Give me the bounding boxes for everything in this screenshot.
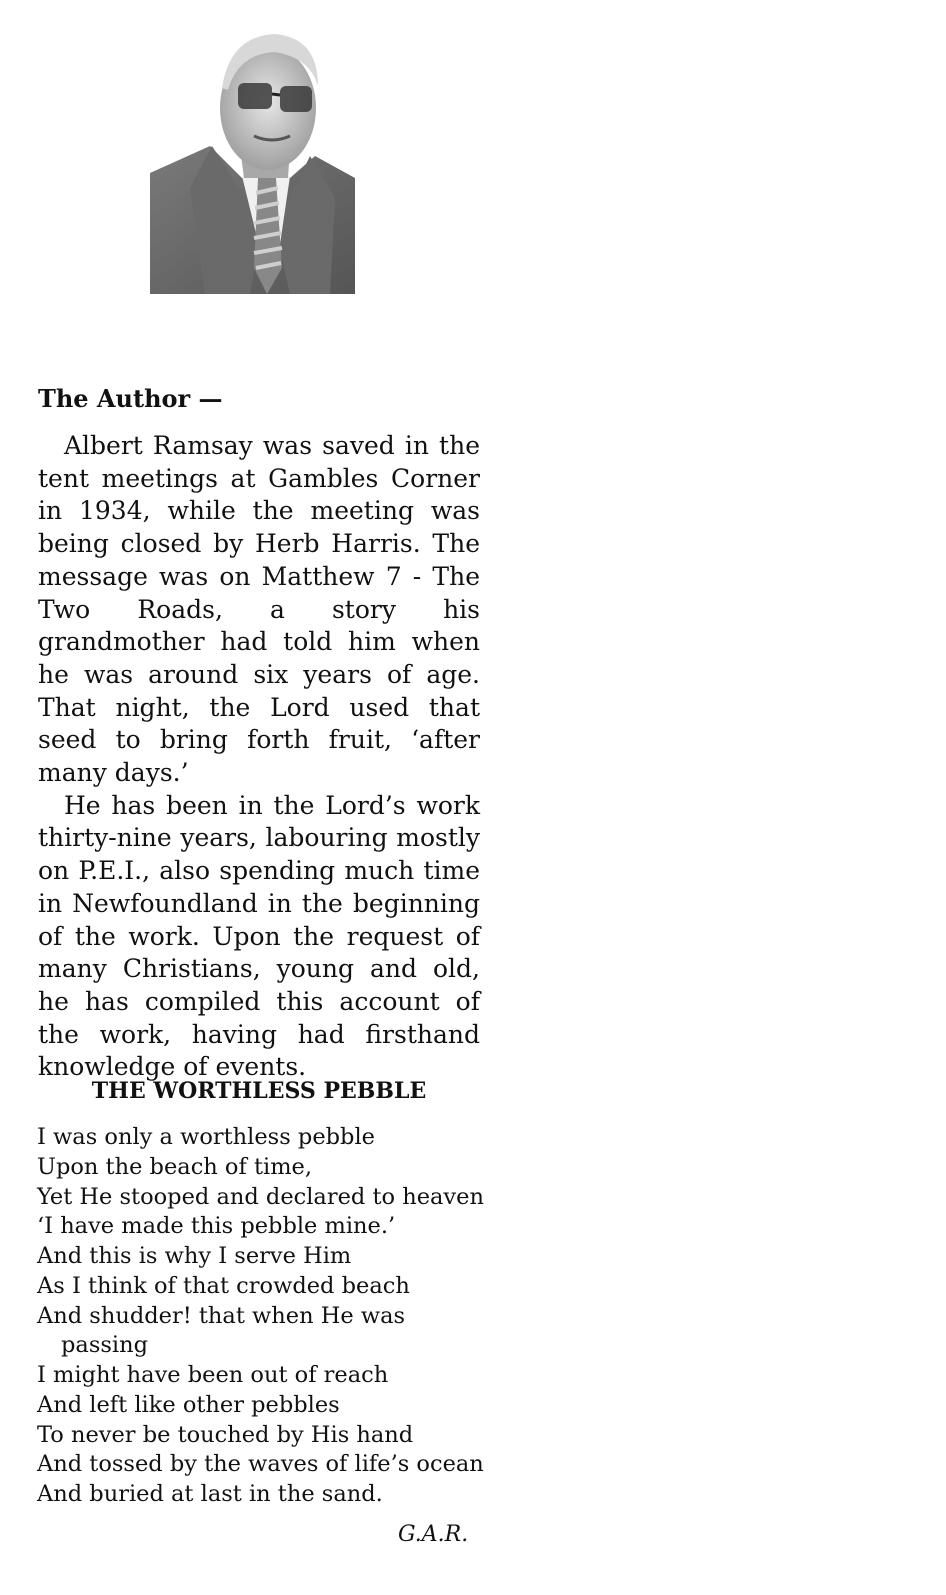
poem-line: And tossed by the waves of life’s ocean bbox=[37, 1451, 484, 1478]
bio-paragraph: Albert Ramsay was saved in the tent meetings at Gambles Corner in 1934, while the meeting was being closed by Herb Harris. The message was on Matthew 7 - The Two Roads, a story his grandmother had told him when he was around six years of age. That night, the Lord used that seed to bring forth fruit, ‘after many days.’ bbox=[38, 431, 480, 788]
poem-line: And this is why I serve Him bbox=[37, 1243, 352, 1269]
poem-line: Yet He stooped and declared to heaven bbox=[37, 1183, 484, 1210]
poem-line: To never be touched by His hand bbox=[37, 1421, 414, 1448]
poem-line: Upon the beach of time, bbox=[37, 1153, 312, 1180]
author-heading: The Author — bbox=[38, 384, 223, 413]
poem-line: And left like other pebbles bbox=[37, 1391, 340, 1418]
poem-line: passing bbox=[61, 1332, 149, 1359]
poem-line: As I think of that crowded beach bbox=[37, 1272, 410, 1299]
poem-body bbox=[37, 1123, 517, 1510]
poem-signature: G.A.R. bbox=[398, 1522, 469, 1547]
author-photo bbox=[150, 28, 355, 294]
poem-line: And buried at last in the sand. bbox=[37, 1481, 383, 1507]
poem-line: ‘I have made this pebble mine.’ bbox=[37, 1213, 396, 1240]
poem-line: I was only a worthless pebble bbox=[37, 1124, 375, 1150]
author-bio bbox=[38, 430, 480, 1084]
poem-title: THE WORTHLESS PEBBLE bbox=[91, 1078, 427, 1104]
poem-line: And shudder! that when He was bbox=[37, 1302, 406, 1329]
portrait-photo-icon bbox=[150, 28, 355, 294]
bio-paragraph: He has been in the Lord’s work thirty-nine years, labouring mostly on P.E.I., also spending much time in Newfoundland in the beginning of the work. Upon the request of many Christians, young and old, he has compiled this account of the work, having had firsthand knowledge of events. bbox=[38, 790, 480, 1082]
poem-line: I might have been out of reach bbox=[37, 1362, 389, 1388]
